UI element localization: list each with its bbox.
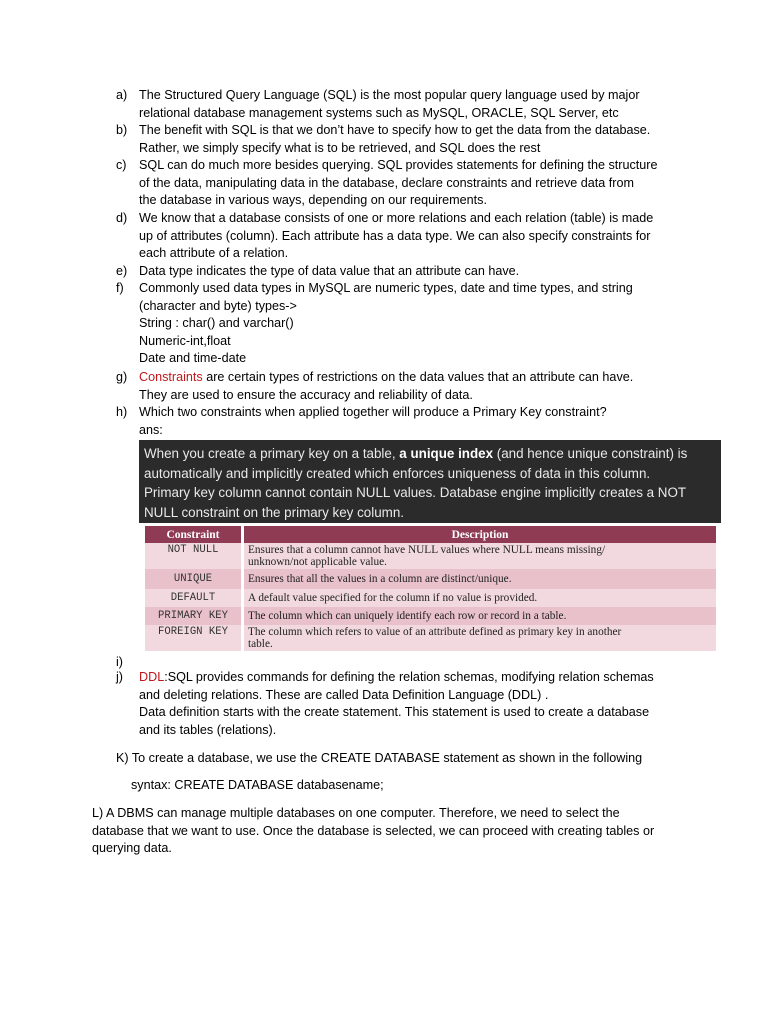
column-header: Constraint bbox=[145, 526, 243, 543]
list-marker: e) bbox=[116, 264, 128, 278]
constraint-description bbox=[243, 569, 717, 589]
list-marker: d) bbox=[116, 211, 128, 225]
text-line: Rather, we simply specify what is to be retrieved, and SQL does the rest bbox=[139, 140, 541, 155]
desc-line: Ensures that a column cannot have NULL values where NULL means missing/ bbox=[248, 544, 606, 556]
table-row bbox=[145, 625, 716, 651]
constraint-description bbox=[243, 625, 717, 651]
syntax-line: syntax: CREATE DATABASE databasename; bbox=[131, 778, 384, 792]
text-line bbox=[139, 369, 689, 387]
highlight-term: DDL bbox=[139, 670, 165, 684]
desc-line: The column which refers to value of an attribute defined as primary key in another bbox=[248, 626, 622, 638]
constraint-name: UNIQUE bbox=[145, 569, 243, 589]
list-marker: j) bbox=[116, 670, 123, 684]
answer-line: Primary key column cannot contain NULL values. Database engine implicitly creates a NOT bbox=[144, 485, 687, 501]
constraint-description bbox=[243, 589, 717, 607]
answer-line: NULL constraint on the primary key column. bbox=[144, 504, 404, 520]
list-marker: c) bbox=[116, 158, 127, 172]
list-marker: h) bbox=[116, 405, 128, 419]
desc-line: unknown/not applicable value. bbox=[248, 556, 387, 568]
text-line: ans: bbox=[139, 422, 163, 437]
text-line: SQL can do much more besides querying. SQL provides statements for defining the structure bbox=[139, 158, 658, 172]
table-row bbox=[145, 589, 716, 607]
desc-line: Ensures that all the values in a column are distinct/unique. bbox=[248, 573, 512, 585]
list-marker: f) bbox=[116, 281, 124, 295]
text-line: The Structured Query Language (SQL) is the most popular query language used by major bbox=[139, 88, 640, 102]
text-line: Date and time-date bbox=[139, 351, 247, 366]
text-line: each attribute of a relation. bbox=[139, 246, 289, 261]
table-row bbox=[145, 569, 716, 589]
text-line: querying data. bbox=[92, 841, 172, 856]
text-line: Data type indicates the type of data value that an attribute can have. bbox=[139, 264, 520, 278]
list-marker: a) bbox=[116, 88, 128, 102]
constraint-name: DEFAULT bbox=[145, 589, 243, 607]
text-line: database that we want to use. Once the database is selected, we can proceed with creating tables or bbox=[92, 823, 655, 838]
column-header: Description bbox=[243, 526, 717, 543]
text-line: L) A DBMS can manage multiple databases on one computer. Therefore, we need to select the bbox=[92, 806, 620, 820]
text-fragment: When you create a primary key on a table, bbox=[144, 446, 400, 461]
text-fragment: are certain types of restrictions on the data values that an attribute can have. bbox=[202, 370, 634, 384]
desc-line: table. bbox=[248, 638, 273, 650]
text-line bbox=[139, 669, 689, 687]
text-line: up of attributes (column). Each attribute has a data type. We can also specify constraints for bbox=[139, 228, 651, 243]
text-line: of the data, manipulating data in the database, declare constraints and retrieve data from bbox=[139, 175, 634, 190]
text-line: The benefit with SQL is that we don’t have to specify how to get the data from the database. bbox=[139, 123, 651, 137]
text-line: the database in various ways, depending on our requirements. bbox=[139, 193, 487, 208]
constraints-table bbox=[145, 526, 716, 651]
text-line: and deleting relations. These are called Data Definition Language (DDL) . bbox=[139, 687, 549, 702]
text-line: Numeric-int,float bbox=[139, 333, 231, 348]
constraint-name: FOREIGN KEY bbox=[145, 625, 243, 651]
constraint-description bbox=[243, 607, 717, 625]
text-fragment: :SQL provides commands for defining the relation schemas, modifying relation schemas bbox=[164, 670, 654, 684]
highlight-term: Constraints bbox=[139, 370, 203, 384]
text-line: Data definition starts with the create statement. This statement is used to create a database bbox=[139, 705, 650, 720]
list-marker: b) bbox=[116, 123, 128, 137]
desc-line: The column which can uniquely identify each row or record in a table. bbox=[248, 610, 567, 622]
text-line: Which two constraints when applied together will produce a Primary Key constraint? bbox=[139, 405, 607, 419]
text-fragment: (and hence unique constraint) is bbox=[493, 446, 688, 461]
answer-line: automatically and implicitly created which enforces uniqueness of data in this column. bbox=[144, 465, 651, 481]
text-line: relational database management systems such as MySQL, ORACLE, SQL Server, etc bbox=[139, 105, 619, 120]
table-row bbox=[145, 607, 716, 625]
list-marker: g) bbox=[116, 370, 128, 384]
paragraph-k: K) To create a database, we use the CREATE DATABASE statement as shown in the following bbox=[116, 751, 643, 765]
answer-box bbox=[139, 440, 721, 523]
bold-fragment: a unique index bbox=[399, 446, 494, 461]
paragraph-l bbox=[92, 805, 654, 858]
table-header-row bbox=[145, 526, 716, 543]
table-row bbox=[145, 543, 716, 569]
text-line: String : char() and varchar() bbox=[139, 316, 294, 331]
desc-line: A default value specified for the column if no value is provided. bbox=[248, 592, 538, 604]
answer-line bbox=[144, 444, 721, 464]
text-line: They are used to ensure the accuracy and reliability of data. bbox=[139, 387, 473, 402]
constraint-description bbox=[243, 543, 717, 569]
constraint-name: NOT NULL bbox=[145, 543, 243, 569]
constraint-name: PRIMARY KEY bbox=[145, 607, 243, 625]
list-marker: i) bbox=[116, 655, 123, 669]
text-line: and its tables (relations). bbox=[139, 722, 277, 737]
text-line: Commonly used data types in MySQL are numeric types, date and time types, and string bbox=[139, 281, 633, 295]
text-line: We know that a database consists of one or more relations and each relation (table) is made bbox=[139, 211, 654, 225]
text-line: (character and byte) types-> bbox=[139, 298, 297, 313]
